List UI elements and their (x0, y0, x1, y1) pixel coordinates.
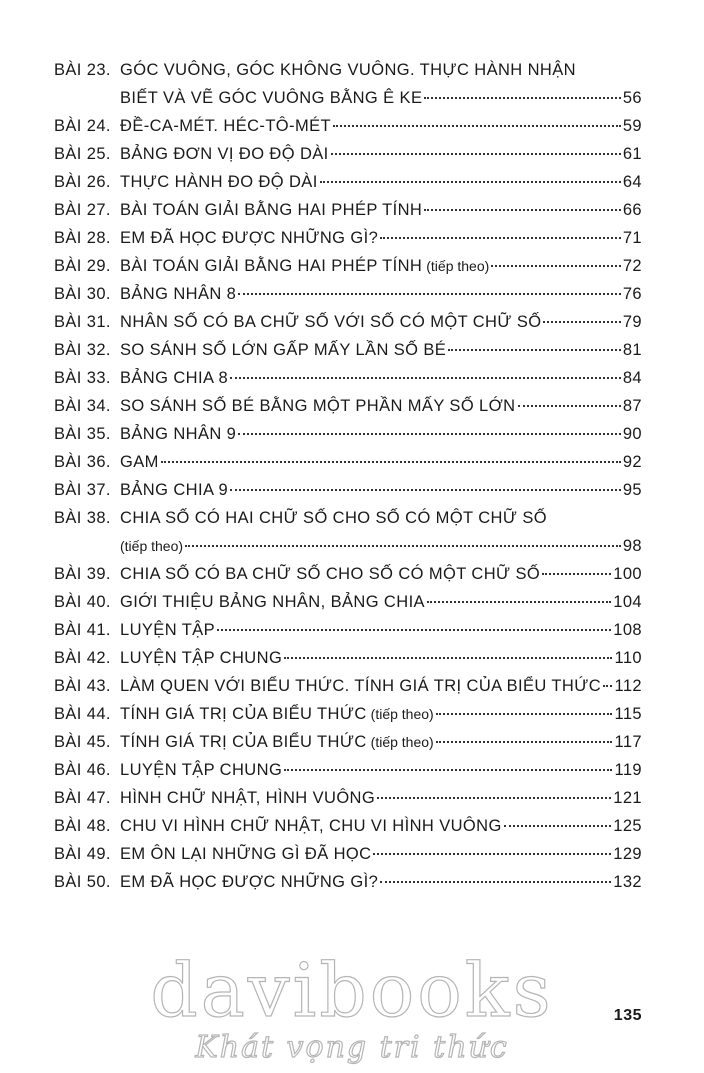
page-ref: 104 (613, 593, 642, 611)
lesson-title: CHU VI HÌNH CHỮ NHẬT, CHU VI HÌNH VUÔNG (120, 817, 502, 835)
leader-dots (424, 97, 620, 99)
toc-entry (54, 392, 642, 420)
leader-dots (491, 265, 621, 267)
toc-entry (54, 252, 642, 280)
page-ref: 115 (614, 705, 642, 723)
leader-dots (603, 685, 612, 687)
toc-entry (54, 840, 642, 868)
lesson-number: BÀI 29. (54, 257, 111, 275)
lesson-number: BÀI 43. (54, 677, 111, 695)
lesson-title: BẢNG NHÂN 8 (120, 285, 237, 303)
lesson-number: BÀI 44. (54, 705, 111, 723)
leader-dots (436, 741, 613, 743)
lesson-title: CHIA SỐ CÓ HAI CHỮ SỐ CHO SỐ CÓ MỘT CHỮ SỐ (120, 509, 547, 527)
lesson-note: (tiếp theo) (426, 258, 490, 274)
lesson-number: BÀI 27. (54, 201, 111, 219)
leader-dots (333, 125, 621, 127)
leader-dots (373, 853, 611, 855)
page-ref: 92 (622, 453, 642, 471)
lesson-title: GIỚI THIỆU BẢNG NHÂN, BẢNG CHIA (120, 593, 425, 611)
page-number: 135 (613, 1007, 642, 1024)
page-ref: 64 (622, 173, 642, 191)
page-ref: 110 (614, 649, 642, 667)
toc-entry (54, 672, 642, 700)
toc-entry (54, 756, 642, 784)
lesson-note: (tiếp theo) (370, 706, 434, 722)
leader-dots (543, 321, 620, 323)
lesson-title: BẢNG NHÂN 9 (120, 425, 237, 443)
page-ref: 81 (622, 341, 642, 359)
lesson-number: BÀI 40. (54, 593, 111, 611)
lesson-title: BẢNG CHIA 8 (120, 369, 229, 387)
lesson-number: BÀI 48. (54, 817, 111, 835)
toc-entry (54, 308, 642, 336)
lesson-number: BÀI 47. (54, 789, 111, 807)
leader-dots (230, 377, 621, 379)
leader-dots (238, 433, 621, 435)
toc-entry (54, 476, 642, 504)
toc-entry (54, 420, 642, 448)
page-ref: 56 (622, 89, 642, 107)
lesson-title: HÌNH CHỮ NHẬT, HÌNH VUÔNG (120, 789, 376, 807)
toc-entry (54, 700, 642, 728)
leader-dots (238, 293, 621, 295)
page-ref: 108 (613, 621, 642, 639)
lesson-number: BÀI 28. (54, 229, 111, 247)
lesson-title: LUYỆN TẬP CHUNG (120, 761, 283, 779)
lesson-title: CHIA SỐ CÓ BA CHỮ SỐ CHO SỐ CÓ MỘT CHỮ SỐ (120, 565, 541, 583)
watermark-brand: davibooks (150, 948, 554, 1034)
lesson-number: BÀI 45. (54, 733, 111, 751)
lesson-title: SO SÁNH SỐ LỚN GẤP MẤY LẦN SỐ BÉ (120, 341, 447, 359)
lesson-number: BÀI 26. (54, 173, 111, 191)
lesson-number: BÀI 42. (54, 649, 111, 667)
lesson-number: BÀI 37. (54, 481, 111, 499)
toc-entry (54, 56, 642, 112)
page-ref: 117 (614, 733, 642, 751)
toc-entry (54, 868, 642, 896)
leader-dots (284, 657, 612, 659)
lesson-number: BÀI 32. (54, 341, 111, 359)
lesson-number: BÀI 46. (54, 761, 111, 779)
toc-entry (54, 140, 642, 168)
lesson-title: BÀI TOÁN GIẢI BẰNG HAI PHÉP TÍNH (120, 201, 423, 219)
toc-entry (54, 168, 642, 196)
leader-dots (518, 405, 621, 407)
leader-dots (377, 797, 611, 799)
leader-dots (320, 181, 621, 183)
page-ref: 121 (613, 789, 642, 807)
page-ref: 125 (613, 817, 642, 835)
page-ref: 71 (622, 229, 642, 247)
toc-entry (54, 336, 642, 364)
leader-dots (185, 545, 621, 547)
leader-dots (436, 713, 613, 715)
lesson-number: BÀI 36. (54, 453, 111, 471)
toc-entry (54, 728, 642, 756)
page-ref: 66 (622, 201, 642, 219)
page-ref: 72 (622, 257, 642, 275)
lesson-note: (tiếp theo) (120, 538, 184, 554)
lesson-title-continued: BIẾT VÀ VẼ GÓC VUÔNG BẰNG Ê KE (120, 89, 423, 107)
lesson-title: EM ĐÃ HỌC ĐƯỢC NHỮNG GÌ? (120, 229, 379, 247)
lesson-title: SO SÁNH SỐ BÉ BẰNG MỘT PHẦN MẤY SỐ LỚN (120, 397, 516, 415)
toc-entry (54, 280, 642, 308)
leader-dots (427, 601, 611, 603)
page-ref: 87 (622, 397, 642, 415)
lesson-number: BÀI 30. (54, 285, 111, 303)
page-ref: 98 (622, 537, 642, 555)
lesson-number: BÀI 41. (54, 621, 111, 639)
toc-entry (54, 812, 642, 840)
lesson-title: LUYỆN TẬP (120, 621, 215, 639)
toc-entry (54, 560, 642, 588)
lesson-number: BÀI 49. (54, 845, 111, 863)
lesson-number: BÀI 25. (54, 145, 111, 163)
lesson-title: LÀM QUEN VỚI BIỂU THỨC. TÍNH GIÁ TRỊ CỦA BIỂU THỨC (120, 677, 602, 695)
lesson-number: BÀI 50. (54, 873, 111, 891)
page-ref: 112 (614, 677, 642, 695)
lesson-number: BÀI 39. (54, 565, 111, 583)
leader-dots (230, 489, 621, 491)
page-ref: 90 (622, 425, 642, 443)
lesson-number: BÀI 31. (54, 313, 111, 331)
lesson-note: (tiếp theo) (370, 734, 434, 750)
lesson-title: BẢNG CHIA 9 (120, 481, 229, 499)
page-ref: 79 (622, 313, 642, 331)
leader-dots (380, 881, 611, 883)
lesson-title: GAM (120, 453, 159, 471)
leader-dots (424, 209, 621, 211)
lesson-number: BÀI 34. (54, 397, 111, 415)
toc-entry (54, 224, 642, 252)
page-ref: 95 (622, 481, 642, 499)
page-ref: 129 (613, 845, 642, 863)
lesson-title: ĐỀ-CA-MÉT. HÉC-TÔ-MÉT (120, 117, 331, 135)
toc-entry (54, 196, 642, 224)
page-ref: 100 (613, 565, 642, 583)
watermark-slogan: Khát vọng tri thức (195, 1030, 509, 1065)
leader-dots (161, 461, 621, 463)
lesson-title: GÓC VUÔNG, GÓC KHÔNG VUÔNG. THỰC HÀNH NHẬN (120, 61, 576, 79)
toc-entry (54, 448, 642, 476)
page-ref: 132 (613, 873, 642, 891)
lesson-title: TÍNH GIÁ TRỊ CỦA BIỂU THỨC (120, 733, 367, 751)
page-ref: 61 (622, 145, 642, 163)
leader-dots (331, 153, 621, 155)
toc-entry (54, 644, 642, 672)
lesson-title: BÀI TOÁN GIẢI BẰNG HAI PHÉP TÍNH (120, 257, 423, 275)
page-ref: 59 (622, 117, 642, 135)
lesson-title: NHÂN SỐ CÓ BA CHỮ SỐ VỚI SỐ CÓ MỘT CHỮ SỐ (120, 313, 542, 331)
lesson-title: LUYỆN TẬP CHUNG (120, 649, 283, 667)
lesson-title: EM ĐÃ HỌC ĐƯỢC NHỮNG GÌ? (120, 873, 379, 891)
leader-dots (284, 769, 612, 771)
toc-entry (54, 364, 642, 392)
toc-entry (54, 112, 642, 140)
leader-dots (504, 825, 612, 827)
lesson-number: BÀI 23. (54, 61, 111, 79)
toc-entry (54, 504, 642, 560)
page-ref: 84 (622, 369, 642, 387)
toc-entry (54, 588, 642, 616)
leader-dots (448, 349, 621, 351)
page-ref: 119 (614, 761, 642, 779)
lesson-number: BÀI 24. (54, 117, 111, 135)
lesson-title: BẢNG ĐƠN VỊ ĐO ĐỘ DÀI (120, 145, 329, 163)
lesson-title: THỰC HÀNH ĐO ĐỘ DÀI (120, 173, 318, 191)
lesson-title: TÍNH GIÁ TRỊ CỦA BIỂU THỨC (120, 705, 367, 723)
leader-dots (380, 237, 621, 239)
lesson-number: BÀI 33. (54, 369, 111, 387)
lesson-number: BÀI 35. (54, 425, 111, 443)
lesson-title: EM ÔN LẠI NHỮNG GÌ ĐÃ HỌC (120, 845, 372, 863)
toc-entry (54, 784, 642, 812)
leader-dots (542, 573, 611, 575)
page-ref: 76 (622, 285, 642, 303)
table-of-contents (54, 56, 642, 896)
leader-dots (217, 629, 611, 631)
toc-entry (54, 616, 642, 644)
lesson-number: BÀI 38. (54, 509, 111, 527)
